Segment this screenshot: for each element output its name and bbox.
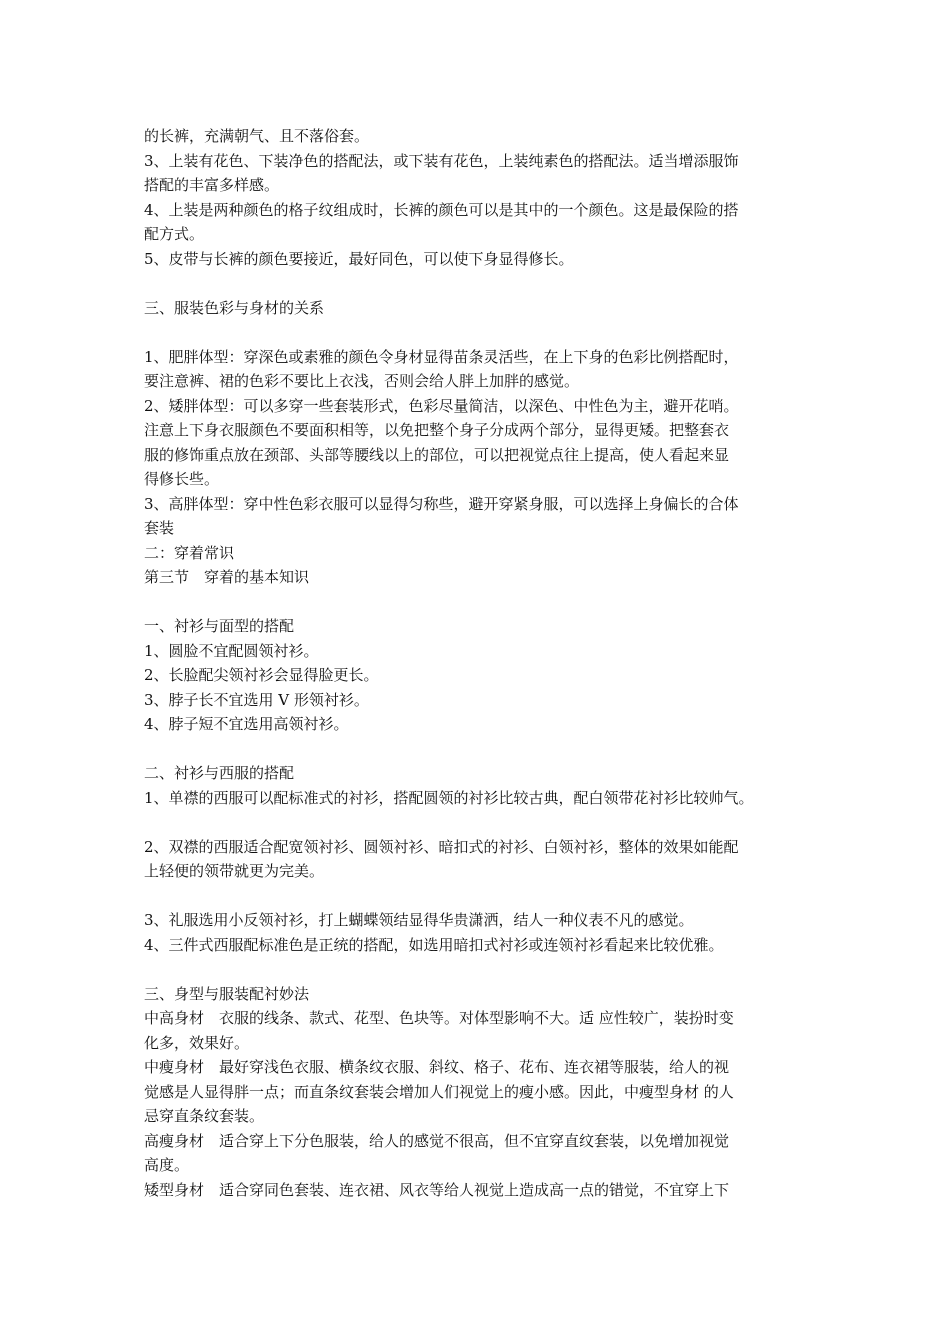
text-line: 3、高胖体型：穿中性色彩衣服可以显得匀称些，避开穿紧身服，可以选择上身偏长的合体 <box>144 494 739 513</box>
text-line: 2、长脸配尖领衬衫会显得脸更长。 <box>144 666 379 684</box>
text-line: 4、脖子短不宜选用高领衬衫。 <box>144 715 349 733</box>
blank-line <box>144 320 824 345</box>
blank-line <box>144 737 824 762</box>
text-line: 要注意裤、裙的色彩不要比上衣浅，否则会给人胖上加胖的感觉。 <box>144 372 580 390</box>
text-line: 3、礼服选用小反领衬衫，打上蝴蝶领结显得华贵潇洒，结人一种仪表不凡的感觉。 <box>144 911 694 929</box>
text-line: 套装 <box>144 519 175 537</box>
text-line: 矮型身材 适合穿同色套装、连衣裙、风衣等给人视觉上造成高一点的错觉，不宜穿上下 <box>144 1180 730 1199</box>
document-body <box>144 124 824 1202</box>
text-line: 4、上装是两种颜色的格子纹组成时，长裤的颜色可以是其中的一个颜色。这是最保险的搭 <box>144 200 739 219</box>
text-line: 3、脖子长不宜选用 V 形领衬衫。 <box>144 690 369 709</box>
blank-line <box>144 884 824 909</box>
text-line: 高瘦身材 适合穿上下分色服装，给人的感觉不很高，但不宜穿直纹套装，以免增加视觉 <box>144 1131 730 1150</box>
blank-line <box>144 590 824 615</box>
text-line: 2、双襟的西服适合配宽领衬衫、圆领衬衫、暗扣式的衬衫、白领衬衫，整体的效果如能配 <box>144 837 739 856</box>
text-line: 忌穿直条纹套装。 <box>144 1107 265 1125</box>
text-line: 二、衬衫与西服的搭配 <box>144 764 295 782</box>
text-line: 得修长些。 <box>144 470 220 488</box>
text-line: 三、身型与服装配衬妙法 <box>144 984 310 1003</box>
text-line: 二：穿着常识 <box>144 543 235 562</box>
text-line: 第三节 穿着的基本知识 <box>144 568 310 586</box>
blank-line <box>144 810 824 835</box>
text-line: 化多，效果好。 <box>144 1033 250 1052</box>
text-line: 5、皮带与长裤的颜色要接近，最好同色，可以使下身显得修长。 <box>144 249 574 268</box>
text-line: 2、矮胖体型：可以多穿一些套装形式，色彩尽量简洁，以深色、中性色为主，避开花哨。 <box>144 396 739 415</box>
text-line: 的长裤，充满朝气、且不落俗套。 <box>144 127 370 145</box>
text-line: 配方式。 <box>144 225 205 243</box>
text-line: 服的修饰重点放在颈部、头部等腰线以上的部位，可以把视觉点往上提高，使人看起来显 <box>144 445 730 464</box>
text-line: 1、圆脸不宜配圆领衬衫。 <box>144 641 319 660</box>
text-line: 3、上装有花色、下装净色的搭配法，或下装有花色，上装纯素色的搭配法。适当增添服饰 <box>144 151 739 170</box>
text-line: 1、肥胖体型：穿深色或素雅的颜色令身材显得苗条灵活些，在上下身的色彩比例搭配时， <box>144 347 739 366</box>
text-line: 中瘦身材 最好穿浅色衣服、横条纹衣服、斜纹、格子、花布、连衣裙等服装，给人的视 <box>144 1058 730 1076</box>
text-line: 觉感是人显得胖一点；而直条纹套装会增加人们视觉上的瘦小感。因此，中瘦型身材 的人 <box>144 1082 734 1101</box>
text-line: 4、三件式西服配标准色是正统的搭配，如选用暗扣式衬衫或连领衬衫看起来比较优雅。 <box>144 935 724 954</box>
blank-line <box>144 271 824 296</box>
text-line: 一、衬衫与面型的搭配 <box>144 617 295 635</box>
text-line: 高度。 <box>144 1156 190 1174</box>
text-line: 搭配的丰富多样感。 <box>144 176 280 194</box>
text-line: 上轻便的领带就更为完美。 <box>144 862 325 880</box>
text-line: 1、单襟的西服可以配标准式的衬衫，搭配圆领的衬衫比较古典，配白领带花衬衫比较帅气。 <box>144 788 754 807</box>
text-line: 注意上下身衣服颜色不要面积相等，以免把整个身子分成两个部分，显得更矮。把整套衣 <box>144 421 730 439</box>
text-line: 三、服装色彩与身材的关系 <box>144 298 325 317</box>
text-line: 中高身材 衣服的线条、款式、花型、色块等。对体型影响不大。适 应性较广，装扮时变 <box>144 1009 734 1027</box>
blank-line <box>144 957 824 982</box>
